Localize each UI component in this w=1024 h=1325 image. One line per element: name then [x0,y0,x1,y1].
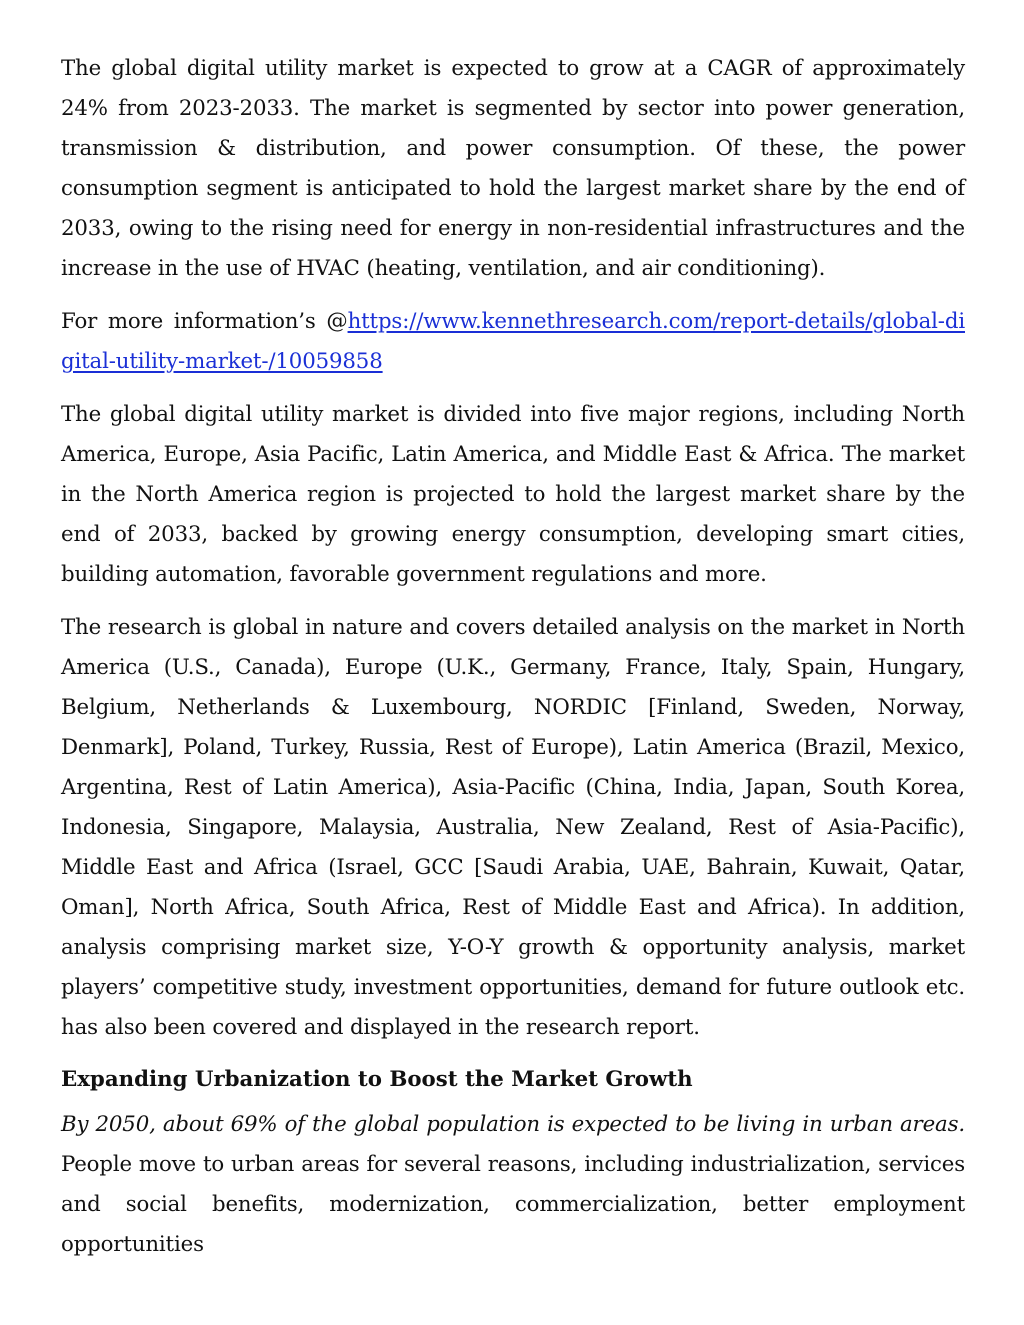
paragraph-research-coverage: The research is global in nature and covers detailed analysis on the market in North America (U.S., Canada), Europe (U.K., Germany, France, Italy, Spain, Hungary, Belgium, Netherlands & Luxembourg, NORDIC [Finland, Sweden, Norway, Denmark], Poland, Turkey, Russia, Rest of Europe), Latin America (Brazil, Mexico, Argentina, Rest of Latin America), Asia-Pacific (China, India, Japan, South Korea, Indonesia, Singapore, Malaysia, Australia, New Zealand, Rest of Asia-Pacific), Middle East and Africa (Israel, GCC [Saudi Arabia, UAE, Bahrain, Kuwait, Qatar, Oman], North Africa, South Africa, Rest of Middle East and Africa). In addition, analysis comprising market size, Y-O-Y growth & opportunity analysis, market players’ competitive study, investment opportunities, demand for future outlook etc. has also been covered and displayed in the research report. [61,615,965,1040]
more-info-label: For more information’s @ [61,309,348,334]
paragraph-urbanization [61,1105,965,1265]
paragraph-more-info [61,302,965,382]
section-heading: Expanding Urbanization to Boost the Market Growth [61,1067,693,1092]
paragraph-market-overview: The global digital utility market is expected to grow at a CAGR of approximately 24% from 2023-2033. The market is segmented by sector into power generation, transmission & distribution, and power consumption. Of these, the power consumption segment is anticipated to hold the largest market share by the end of 2033, owing to the rising need for energy in non-residential infrastructures and the increase in the use of HVAC (heating, ventilation, and air conditioning). [61,56,965,281]
urbanization-italic-lead: By 2050, about 69% of the global population is expected to be living in urban areas. [61,1112,965,1137]
paragraph-regions: The global digital utility market is divided into five major regions, including North America, Europe, Asia Pacific, Latin America, and Middle East & Africa. The market in the North America region is projected to hold the largest market share by the end of 2033, backed by growing energy consumption, developing smart cities, building automation, favorable government regulations and more. [61,402,965,587]
urbanization-body: People move to urban areas for several reasons, including industrialization, services and social benefits, modernization, commercialization, better employment opportunities [61,1152,965,1257]
document-page [61,49,965,1278]
report-link[interactable]: https://www.kennethresearch.com/report-details/global-digital-utility-market-/10059858 [61,309,965,374]
